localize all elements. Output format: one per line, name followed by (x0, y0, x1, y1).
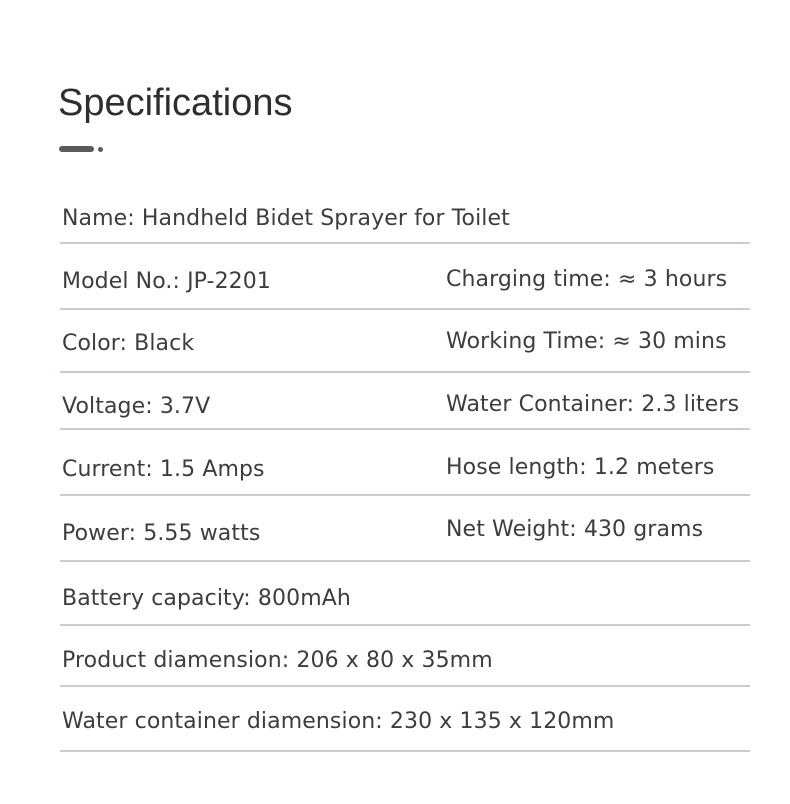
spec-row-power (60, 496, 750, 562)
spec-charging-time: Charging time: ≈ 3 hours (446, 267, 728, 292)
spec-row-voltage (60, 373, 750, 430)
spec-row-name (60, 200, 750, 244)
spec-hose-length: Hose length: 1.2 meters (446, 455, 715, 480)
spec-row-battery (60, 562, 750, 626)
spec-row-product-dimension (60, 626, 750, 687)
spec-battery: Battery capacity: 800mAh (62, 586, 351, 611)
spec-color: Color: Black (62, 331, 195, 356)
spec-row-current (60, 430, 750, 496)
spec-voltage: Voltage: 3.7V (62, 394, 211, 419)
spec-working-time: Working Time: ≈ 30 mins (446, 329, 727, 354)
spec-row-color (60, 310, 750, 373)
page-title: Specifications (58, 82, 293, 124)
spec-table (60, 0, 750, 804)
spec-row-model (60, 244, 750, 310)
spec-current: Current: 1.5 Amps (62, 457, 265, 482)
spec-power: Power: 5.55 watts (62, 521, 261, 546)
spec-name: Name: Handheld Bidet Sprayer for Toilet (62, 206, 510, 231)
spec-product-dimension: Product diamension: 206 x 80 x 35mm (62, 648, 493, 673)
spec-model: Model No.: JP-2201 (62, 269, 271, 294)
spec-container-dimension: Water container diamension: 230 x 135 x 120mm (62, 709, 615, 734)
spec-net-weight: Net Weight: 430 grams (446, 517, 704, 542)
spec-water-container: Water Container: 2.3 liters (446, 392, 740, 417)
spec-row-container-dimension (60, 687, 750, 752)
